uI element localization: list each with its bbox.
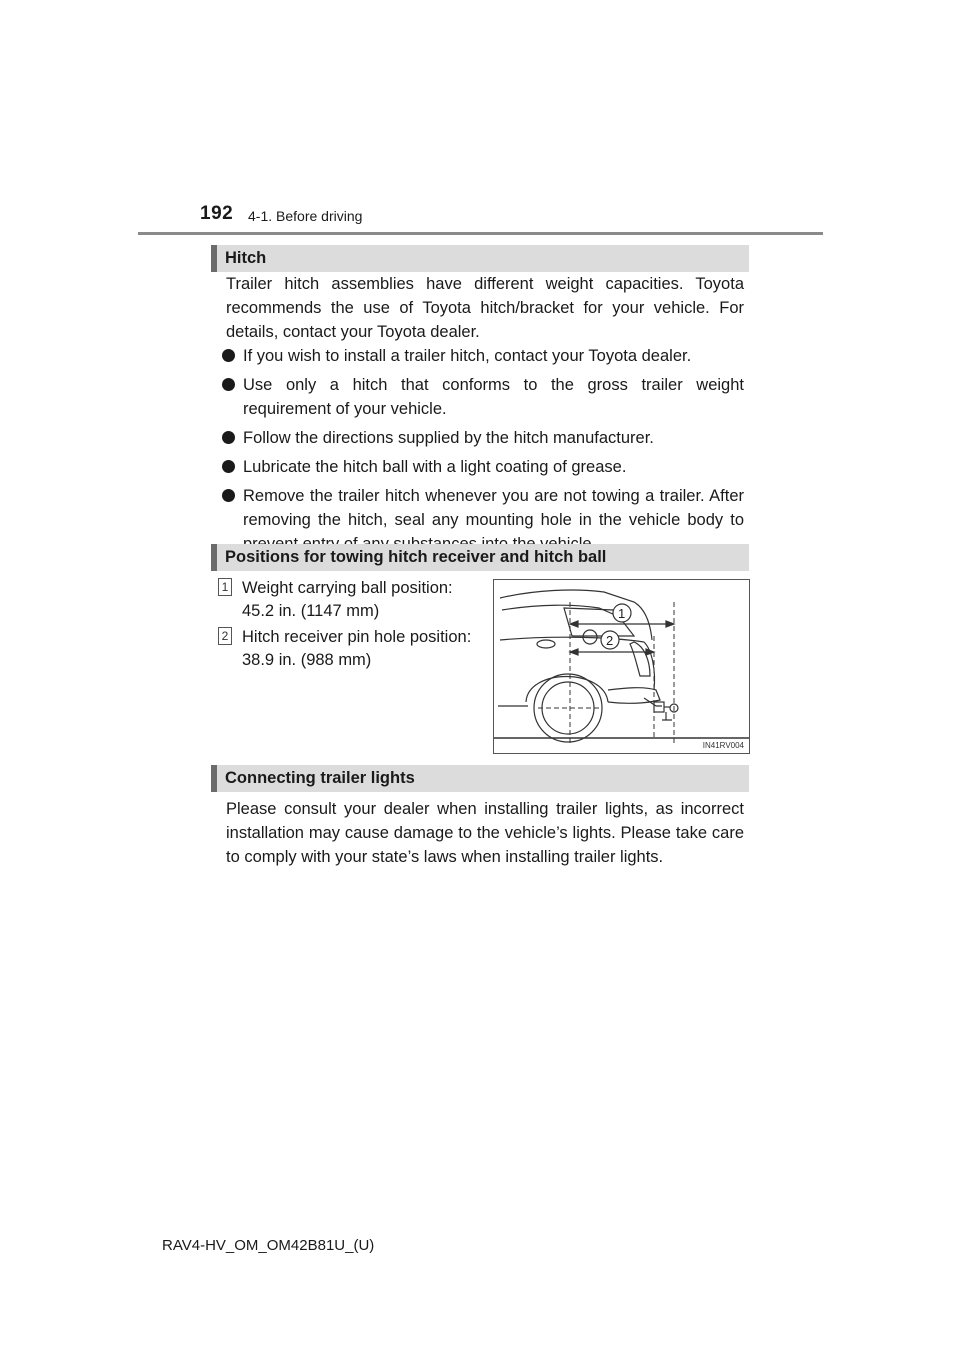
section-header-hitch: Hitch (211, 245, 749, 272)
hitch-position-illustration (493, 579, 750, 754)
section-header-positions: Positions for towing hitch receiver and hitch ball (211, 544, 749, 571)
bullet-icon (222, 460, 235, 473)
number-badge: 2 (218, 627, 232, 645)
number-badge: 1 (218, 578, 232, 596)
hitch-bullet-list (222, 344, 744, 561)
position-item-receiver (218, 626, 480, 672)
bullet-icon (222, 431, 235, 444)
callout-1-label: 1 (618, 606, 626, 621)
position-value: 38.9 in. (988 mm) (242, 651, 372, 669)
section-header-lights: Connecting trailer lights (211, 765, 749, 792)
bullet-item (222, 344, 744, 368)
hitch-intro-paragraph: Trailer hitch assemblies have different weight capacities. Toyota recommends the use of Toyota hitch/bracket for your vehicle. For details, contact your Toyota dealer. (226, 275, 744, 341)
callout-2-label: 2 (606, 633, 614, 648)
position-value: 45.2 in. (1147 mm) (242, 602, 380, 620)
bullet-icon (222, 378, 235, 391)
position-label: Hitch receiver pin hole position: (242, 628, 472, 646)
header-rule (138, 232, 823, 235)
bullet-text: Use only a hitch that conforms to the gross trailer weight requirement of your vehicle. (243, 376, 744, 418)
page-number: 192 (200, 203, 234, 224)
figure-code: IN41RV004 (702, 741, 744, 750)
chapter-title: 4-1. Before driving (248, 208, 363, 224)
bullet-item (222, 373, 744, 421)
bullet-text: Remove the trailer hitch whenever you are not towing a trailer. After removing the hitch, seal any mounting hole in the vehicle body to (243, 487, 744, 529)
bullet-item (222, 455, 744, 479)
lights-paragraph: Please consult your dealer when installing trailer lights, as incorrect installation may cause damage to the vehicle’s lights. Please take care to comply with your state’s laws when installing trailer lights. (226, 800, 744, 866)
position-label: Weight carrying ball position: (242, 579, 453, 597)
document-code: RAV4-HV_OM_OM42B81U_(U) (162, 1237, 375, 1254)
bullet-icon (222, 489, 235, 502)
bullet-item (222, 426, 744, 450)
position-item-ball (218, 577, 480, 623)
vehicle-rear-diagram (494, 580, 749, 753)
bullet-text: Follow the directions supplied by the hitch manufacturer. (243, 429, 654, 447)
bullet-text: Lubricate the hitch ball with a light coating of grease. (243, 458, 627, 476)
bullet-text: If you wish to install a trailer hitch, contact your Toyota dealer. (243, 347, 692, 365)
bullet-icon (222, 349, 235, 362)
